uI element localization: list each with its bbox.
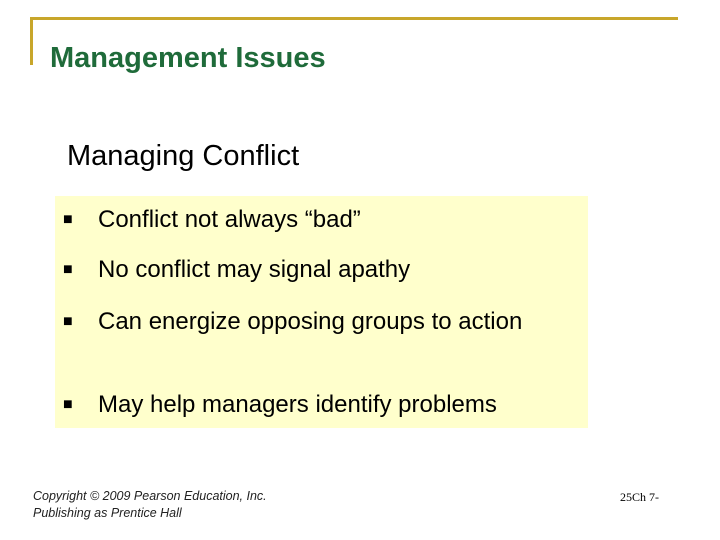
bullet-item: [63, 204, 528, 235]
publisher-line: Publishing as Prentice Hall: [33, 506, 182, 520]
slide-subtitle: Managing Conflict: [67, 140, 300, 172]
bullet-box: [55, 196, 588, 428]
bullet-text: Can energize opposing groups to action: [98, 308, 523, 335]
bullet-text: Conflict not always “bad”: [98, 206, 361, 233]
copyright-line: Copyright © 2009 Pearson Education, Inc.: [33, 489, 267, 503]
square-bullet-icon: ■: [63, 396, 73, 413]
bullet-item: [63, 254, 528, 285]
bullet-item: [63, 306, 528, 337]
page-number: 25Ch 7-: [620, 490, 659, 504]
square-bullet-icon: ■: [63, 211, 73, 228]
bullet-text: May help managers identify problems: [98, 391, 497, 418]
frame-top-line: [30, 17, 678, 20]
slide-title: Management Issues: [50, 42, 326, 74]
square-bullet-icon: ■: [63, 261, 73, 278]
square-bullet-icon: ■: [63, 313, 73, 330]
bullet-item: [63, 389, 578, 420]
frame-left-line: [30, 17, 33, 65]
bullet-text: No conflict may signal apathy: [98, 256, 411, 283]
copyright-notice: [33, 488, 267, 522]
